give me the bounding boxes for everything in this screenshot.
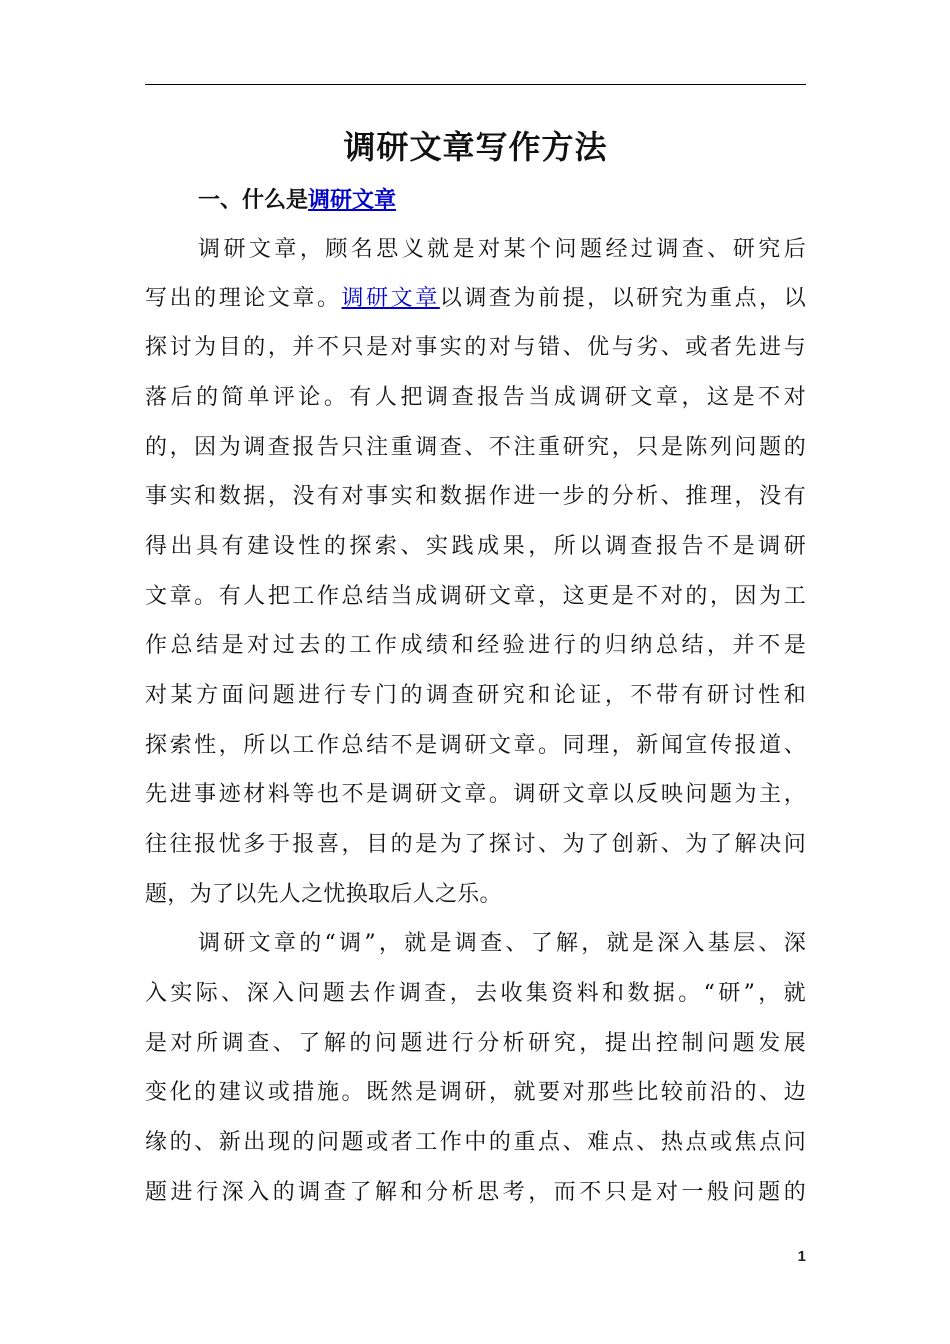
paragraph-line: 变化的建议或措施。既然是调研，就要对那些比较前沿的、边: [145, 1080, 806, 1105]
paragraph-line: 落后的简单评论。有人把调查报告当成调研文章，这是不对: [145, 385, 806, 410]
paragraph-line: 探索性，所以工作总结不是调研文章。同理，新闻宣传报道、: [145, 733, 806, 758]
text-run: 以调查为前提，以研究为重点，以: [439, 286, 806, 311]
paragraph-line: 题，为了以先人之忧换取后人之乐。: [145, 882, 502, 907]
paragraph-line: 先进事迹材料等也不是调研文章。调研文章以反映问题为主，: [145, 782, 806, 807]
paragraph-line: 入实际、深入问题去作调查，去收集资料和数据。“研”，就: [145, 981, 806, 1006]
paragraph-line: 事实和数据，没有对事实和数据作进一步的分析、推理，没有: [145, 484, 806, 509]
paragraph-line: 作总结是对过去的工作成绩和经验进行的归纳总结，并不是: [145, 633, 806, 658]
paragraph-line: 是对所调查、了解的问题进行分析研究，提出控制问题发展: [145, 1031, 806, 1056]
document-title: 调研文章写作方法: [343, 128, 608, 166]
paragraph-line: 得出具有建设性的探索、实践成果，所以调查报告不是调研: [145, 534, 806, 559]
inline-link[interactable]: 调研文章: [341, 286, 440, 311]
paragraph-line: 题进行深入的调查了解和分析思考，而不只是对一般问题的: [145, 1180, 806, 1205]
paragraph-line: 调研文章，顾名思义就是对某个问题经过调查、研究后: [198, 237, 806, 262]
section-heading-prefix: 一、什么是: [198, 187, 309, 213]
text-run: 写出的理论文章。: [145, 286, 342, 311]
paragraph-line: 调研文章的“调”，就是调查、了解，就是深入基层、深: [198, 931, 806, 956]
section-heading: [198, 180, 396, 220]
paragraph-line: 探讨为目的，并不只是对事实的对与错、优与劣、或者先进与: [145, 335, 806, 360]
page-number: 1: [797, 1248, 806, 1265]
section-heading-link[interactable]: 调研文章: [308, 187, 397, 213]
paragraph-line: [145, 281, 806, 317]
paragraph-line: 的，因为调查报告只注重调查、不注重研究，只是陈列问题的: [145, 435, 806, 460]
paragraph-line: 缘的、新出现的问题或者工作中的重点、难点、热点或焦点问: [145, 1130, 806, 1155]
header-rule: [145, 84, 806, 85]
paragraph-line: 文章。有人把工作总结当成调研文章，这更是不对的，因为工: [145, 584, 806, 609]
paragraph-line: 对某方面问题进行专门的调查研究和论证，不带有研讨性和: [145, 683, 806, 708]
paragraph-line: 往往报忧多于报喜，目的是为了探讨、为了创新、为了解决问: [145, 832, 806, 857]
